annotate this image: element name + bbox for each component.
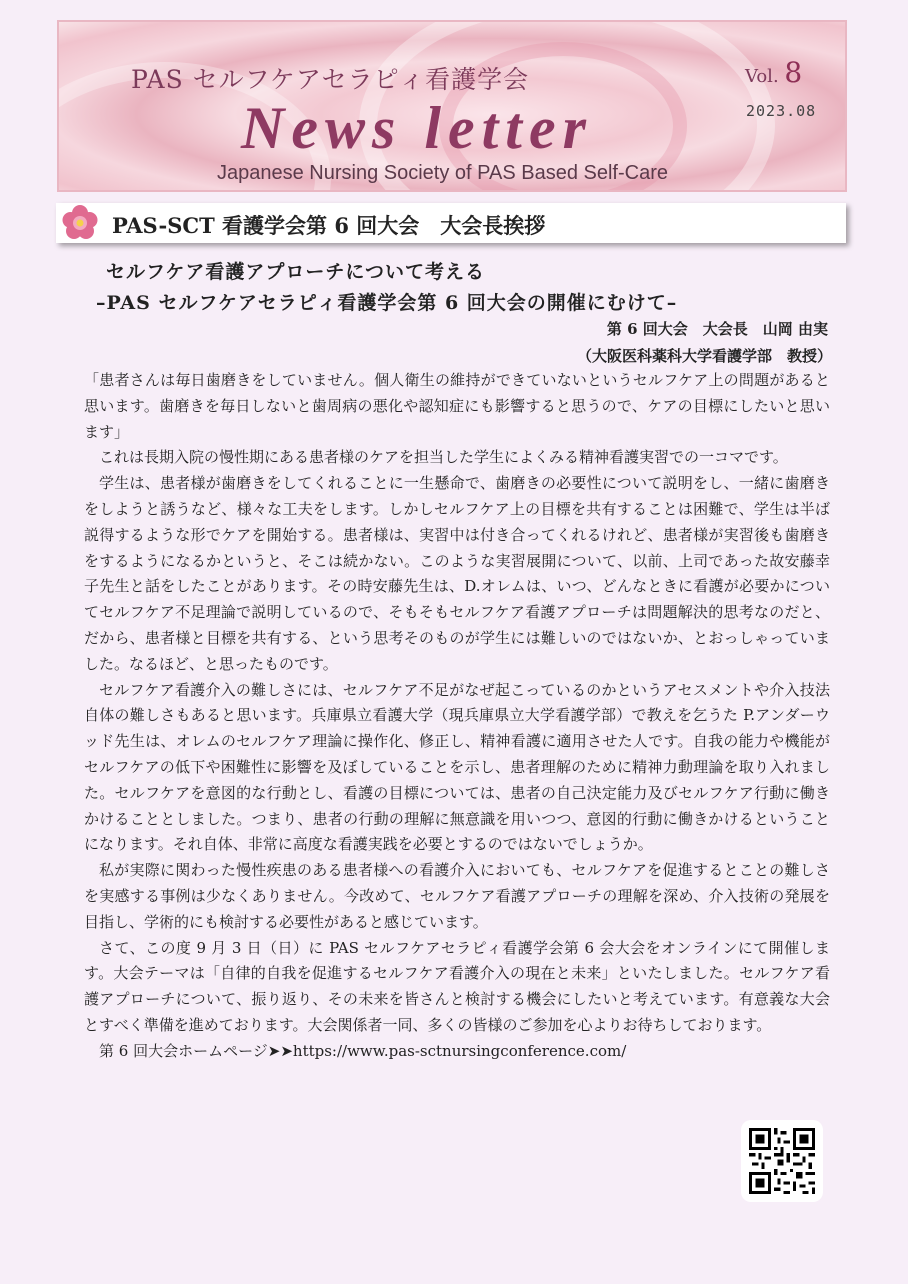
article-body [84,368,830,1065]
volume-label [745,56,802,89]
article-author: 第 6 回大会 大会長 山岡 由実 [606,320,828,338]
qr-code-icon [741,1120,823,1202]
article-heading: セルフケア看護アプローチについて考える [106,261,486,283]
paragraph: セルフケア看護介入の難しさには、セルフケア不足がなぜ起こっているのかというアセスメントや介入技法自体の難しさもあると思います。兵庫県立看護大学（現兵庫県立大学看護学部）で教えを乞うた P.アンダーウッド先生は、オレムのセルフケア理論に操作化、修正し、精神看護に適用させた人です。自我の能力や機能がセルフケアの低下や困難性に影響を及ぼしていることを示し、患者理解のために精神力動理論を取り入れました。セルフケアを意図的な行動とし、看護の目標については、患者の自己決定能力及びセルフケア行動に働きかけることとしました。つまり、患者の行動の理解に無意識を用いつつ、意図的行動に働きかけるということになります。それ自体、非常に高度な看護実践を必要とするのではないでしょうか。 [84,680,830,854]
header-banner [57,20,847,192]
article-subheading: –PAS セルフケアセラピィ看護学会第 6 回大会の開催にむけて– [96,292,678,314]
organization-name-jp: PAS セルフケアセラピィ看護学会 [131,65,530,94]
author-affiliation: （大阪医科薬科大学看護学部 教授） [576,347,832,365]
volume-number: 8 [784,56,803,89]
paragraph: これは長期入院の慢性期にある患者様のケアを担当した学生によくみる精神看護実習での一コマです。 [99,448,788,467]
paragraph: さて、この度 9 月 3 日（日）に PAS セルフケアセラピィ看護学会第 6 会大会をオンラインにて開催します。大会テーマは「自律的自我を促進するセルフケア看護介入の現在と未来」といたしました。セルフケア看護アプローチについて、振り返り、その未来を皆さんと検討する機会にしたいと考えています。有意義な大会とすべく準備を進めております。大会関係者一同、多くの皆様のご参加を心よりお待ちしております。 [84,938,830,1034]
section-title-bar [56,203,846,243]
paragraph: 学生は、患者様が歯磨きをしてくれることに一生懸命で、歯磨きの必要性について説明をし、一緒に歯磨きをしようと誘うなど、様々な工夫をします。しかしセルフケア上の目標を共有することは困難で、学生は半ば説得するような形でケアを開始する。患者様は、実習中は付き合ってくれるけれど、患者様が実習後も歯磨きをするようになるかというと、そこは続かない。このような実習展開について、以前、上司であった故安藤幸子先生と話をしたことがあります。その時安藤先生は、D.オレムは、いつ、どんなときに看護が必要かについてセルフケア不足理論で説明しているので、そもそもセルフケア看護アプローチは問題解決的思考なのだと、だから、患者様と目標を共有する、という思考そのものが学生には難しいのではないか、とおっしゃっていました。なるほど、と思ったものです。 [84,474,830,673]
paragraph: 私が実際に関わった慢性疾患のある患者様への看護介入においても、セルフケアを促進するとことの難しさを実感する事例は少なくありません。今改めて、セルフケア看護アプローチの理解を深め、介入技術の発展を目指し、学術的にも検討する必要性があると感じています。 [84,861,830,931]
paragraph: 「患者さんは毎日歯磨きをしていません。個人衛生の維持ができていないというセルフケア上の問題があると思います。歯磨きを毎日しないと歯周病の悪化や認知症にも影響すると思うので、ケアの目標にしたいと思います」 [84,371,830,441]
issue-date: 2023.08 [746,102,817,120]
volume-prefix: Vol. [745,66,779,87]
newsletter-title: News letter [241,95,593,161]
organization-name-en: Japanese Nursing Society of PAS Based Self-Care [217,162,668,184]
homepage-link[interactable]: 第 6 回大会ホームページ➤➤https://www.pas-sctnursingconference.com/ [99,1041,627,1060]
section-title: PAS-SCT 看護学会第 6 回大会 大会長挨拶 [112,213,546,238]
qr-code-graphic [749,1128,815,1194]
camellia-flower-icon [62,205,98,241]
